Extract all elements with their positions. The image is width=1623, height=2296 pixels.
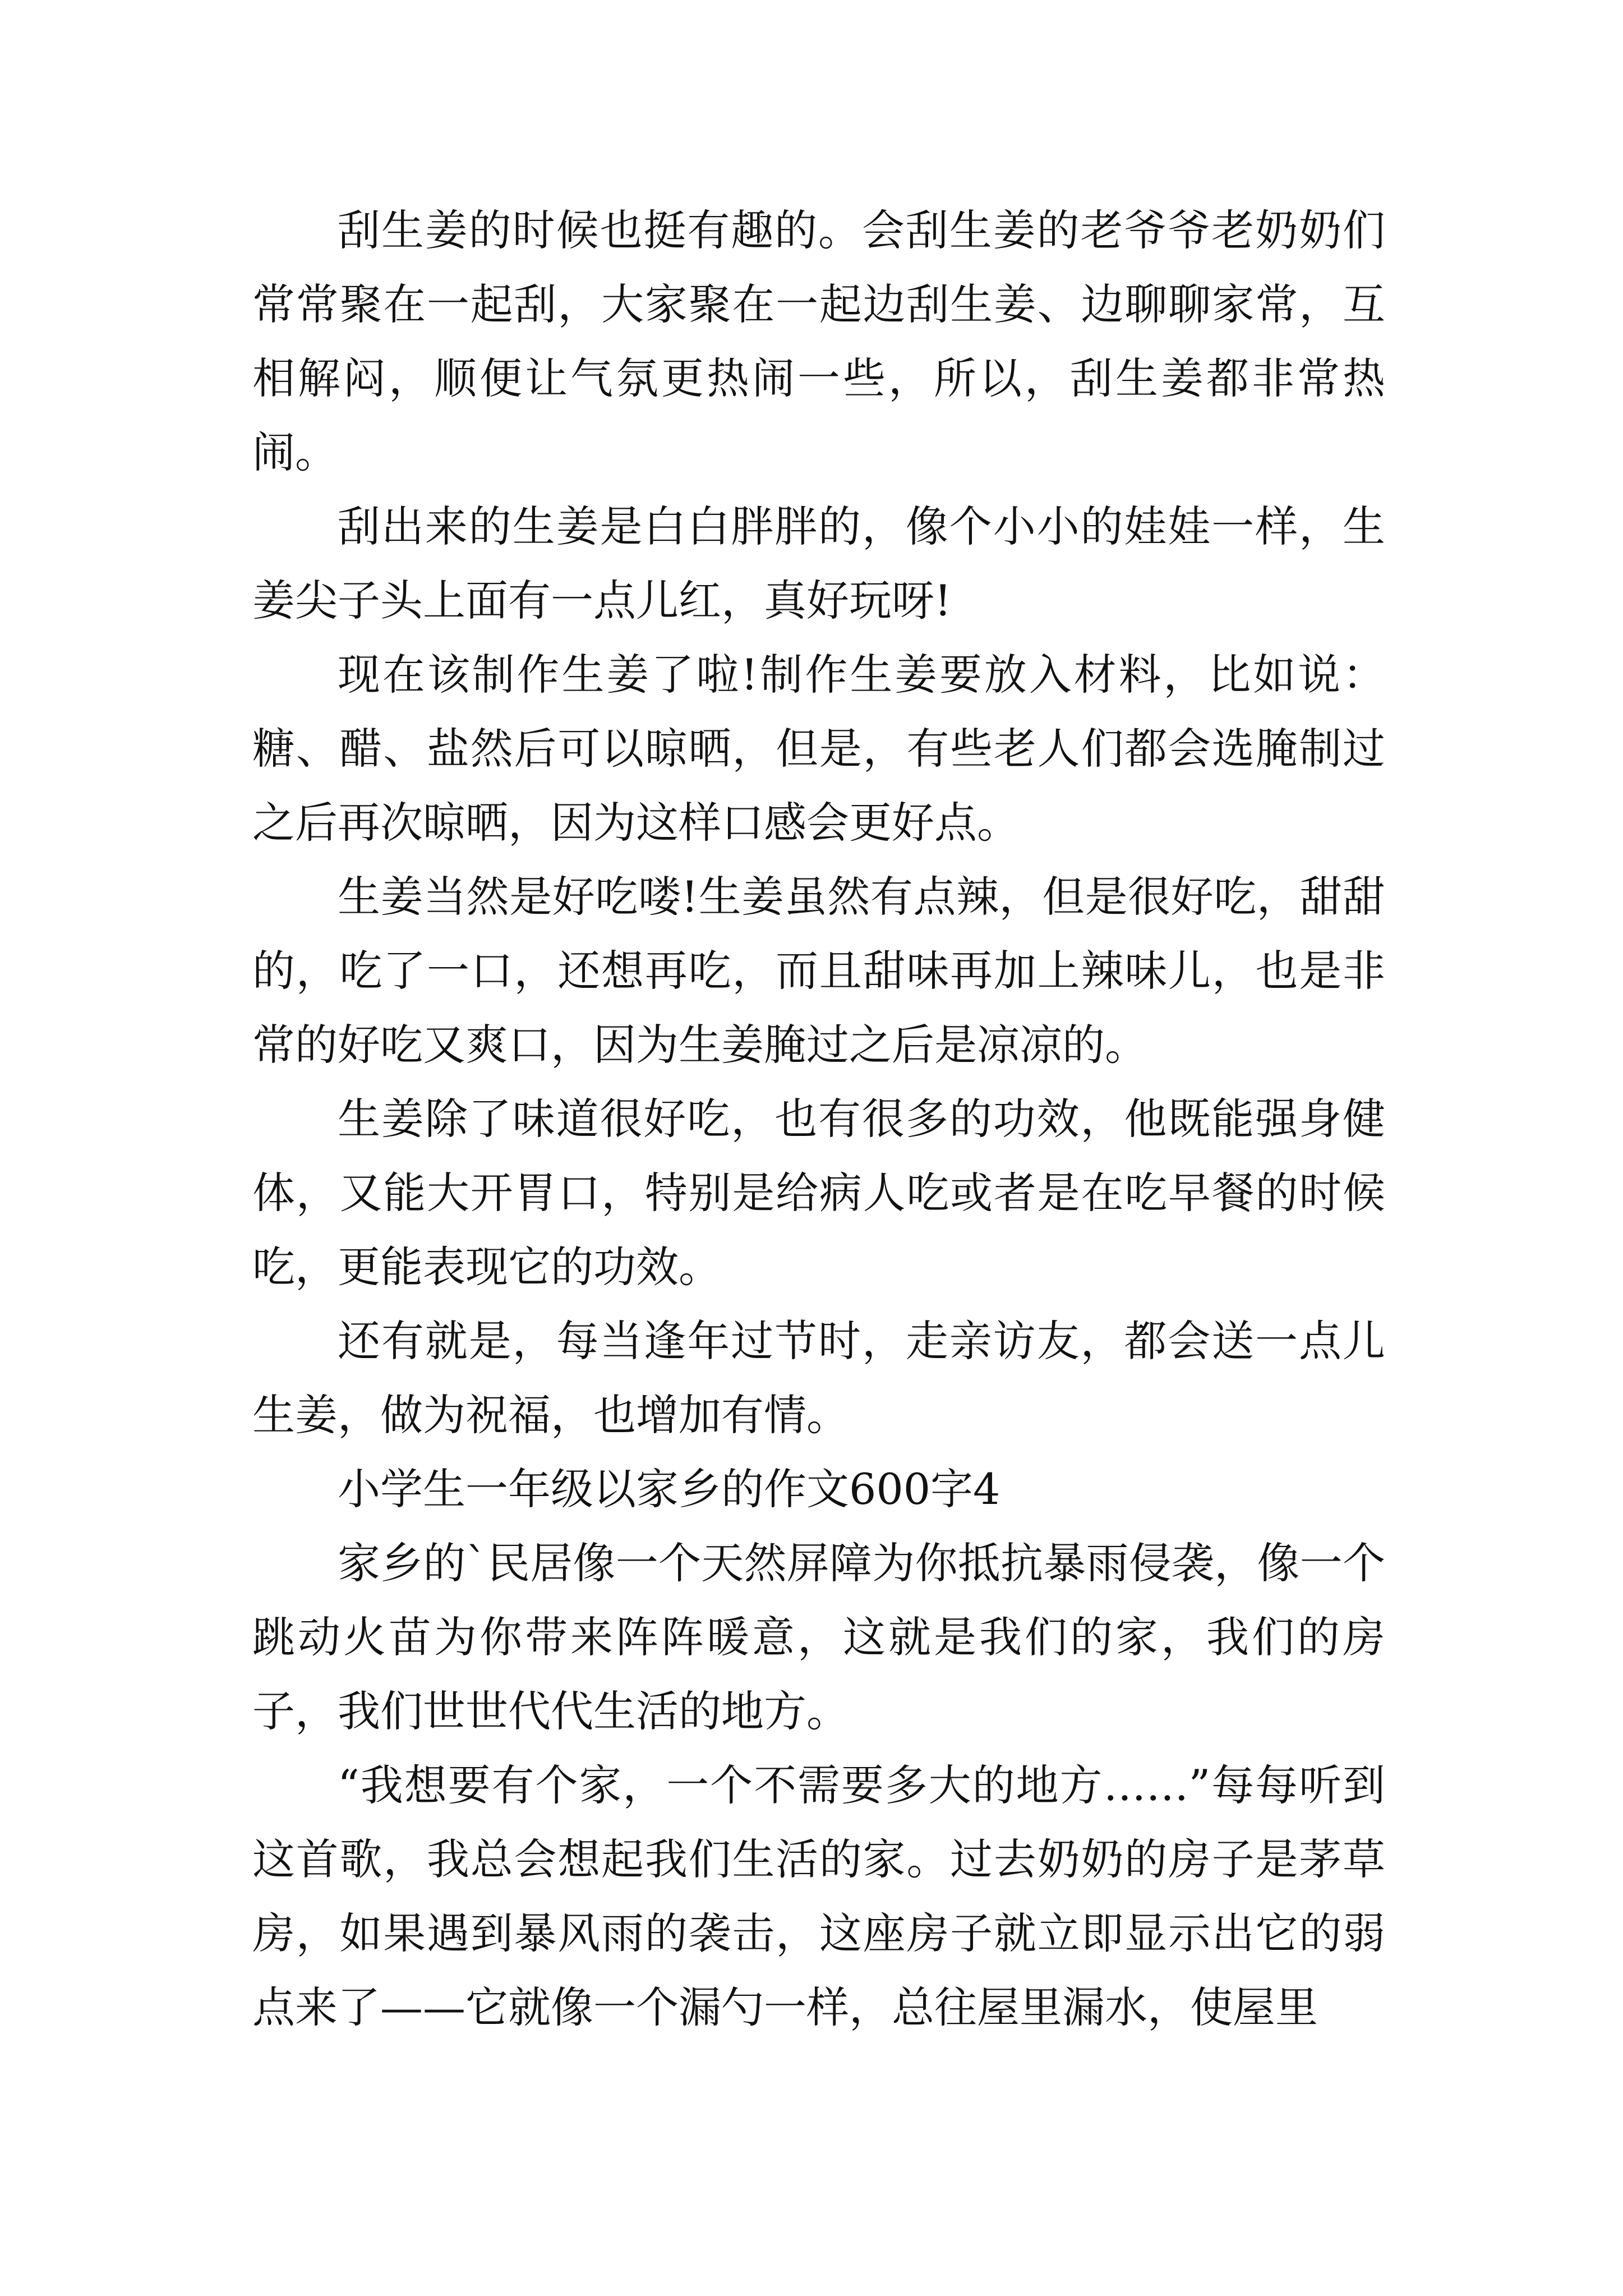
paragraph: 生姜当然是好吃喽!生姜虽然有点辣，但是很好吃，甜甜的，吃了一口，还想再吃，而且甜味再加上辣味儿，也是非常的好吃又爽口，因为生姜腌过之后是凉凉的。	[252, 872, 1385, 1070]
paragraph: “我想要有个家，一个不需要多大的地方……”每每听到这首歌，我总会想起我们生活的家。过去奶奶的房子是茅草房，如果遇到暴风雨的袭击，这座房子就立即显示出它的弱点来了——它就像一个漏勺一样，总往屋里漏水，使屋里	[252, 1760, 1385, 2032]
paragraph: 还有就是，每当逢年过节时，走亲访友，都会送一点儿生姜，做为祝福，也增加有情。	[252, 1316, 1385, 1440]
paragraph: 家乡的`民居像一个天然屏障为你抵抗暴雨侵袭，像一个跳动火苗为你带来阵阵暖意，这就是我们的家，我们的房子，我们世世代代生活的地方。	[252, 1538, 1385, 1736]
document-body	[252, 194, 1385, 2045]
paragraph: 刮生姜的时候也挺有趣的。会刮生姜的老爷爷老奶奶们常常聚在一起刮，大家聚在一起边刮生姜、边聊聊家常，互相解闷，顺便让气氛更热闹一些，所以，刮生姜都非常热闹。	[252, 205, 1385, 477]
section-heading: 小学生一年级以家乡的作文600字4	[338, 1464, 1000, 1514]
paragraph: 刮出来的生姜是白白胖胖的，像个小小的娃娃一样，生姜尖子头上面有一点儿红，真好玩呀!	[252, 501, 1385, 625]
paragraph: 生姜除了味道很好吃，也有很多的功效，他既能强身健体，又能大开胃口，特别是给病人吃或者是在吃早餐的时候吃，更能表现它的功效。	[252, 1094, 1385, 1292]
paragraph: 现在该制作生姜了啦!制作生姜要放入材料，比如说：糖、醋、盐然后可以晾晒，但是，有些老人们都会选腌制过之后再次晾晒，因为这样口感会更好点。	[252, 650, 1385, 848]
